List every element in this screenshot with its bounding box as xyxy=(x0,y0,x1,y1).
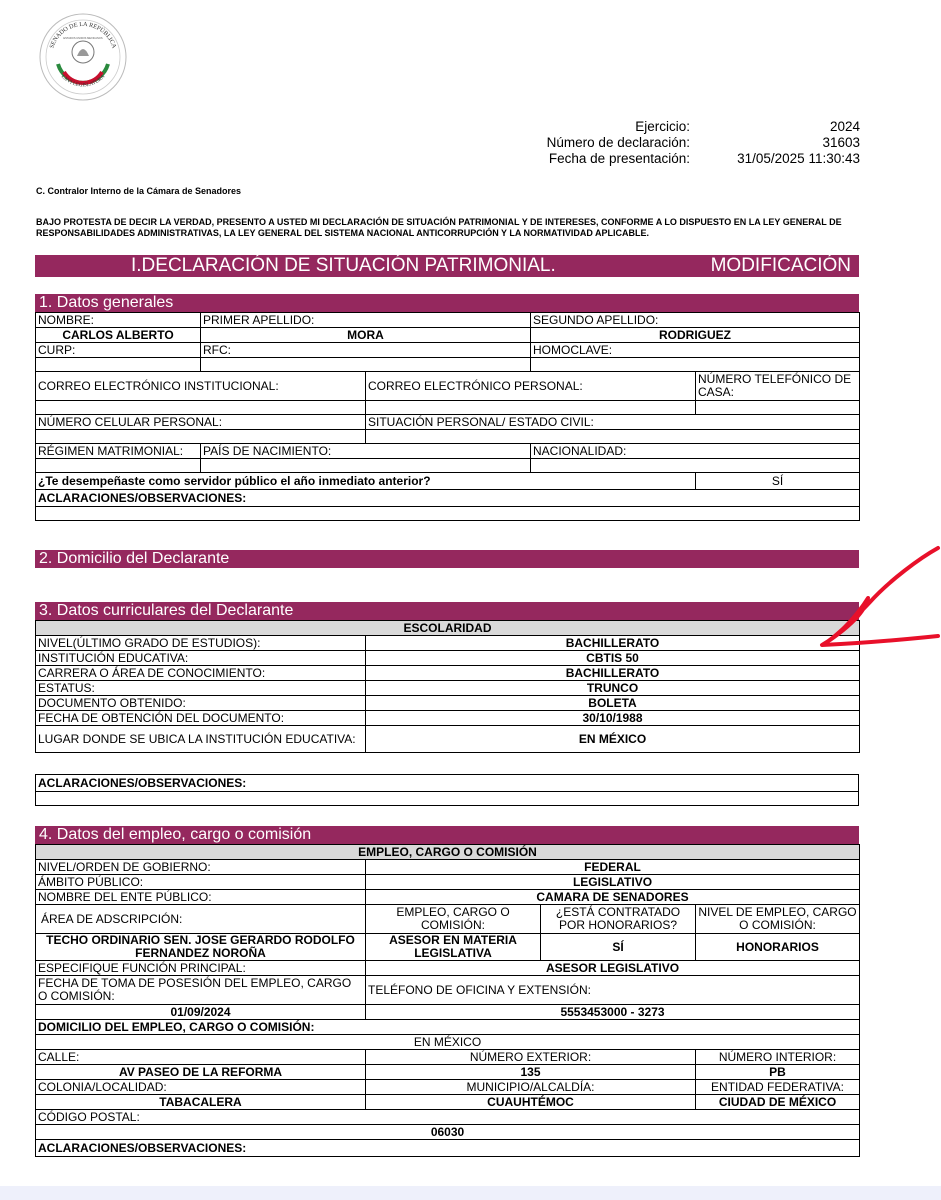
segundo-apellido-label: SEGUNDO APELLIDO: xyxy=(531,313,860,328)
numero-exterior-label: NÚMERO EXTERIOR: xyxy=(366,1050,696,1065)
red-checkmark-annotation xyxy=(810,540,941,660)
ejercicio-label: Ejercicio: xyxy=(635,119,690,134)
empleo-cargo-value: ASESOR EN MATERIA LEGISLATIVA xyxy=(366,934,541,961)
ambito-label: ÁMBITO PÚBLICO: xyxy=(36,875,366,890)
institucion-label: INSTITUCIÓN EDUCATIVA: xyxy=(36,651,366,666)
fecha-toma-label: FECHA DE TOMA DE POSESIÓN DEL EMPLEO, CARGO O COMISIÓN: xyxy=(36,976,366,1005)
lugar-institucion-label: LUGAR DONDE SE UBICA LA INSTITUCIÓN EDUCATIVA: xyxy=(36,726,366,753)
segundo-apellido-value: RODRIGUEZ xyxy=(531,328,860,343)
nivel-gobierno-label: NIVEL/ORDEN DE GOBIERNO: xyxy=(36,860,366,875)
celular-label: NÚMERO CELULAR PERSONAL: xyxy=(36,415,366,430)
seal-top-text: SENADO DE LA REPÚBLICA xyxy=(48,20,118,50)
section-3-table xyxy=(35,620,860,753)
viewer-bottom-strip xyxy=(0,1186,941,1200)
numero-interior-label: NÚMERO INTERIOR: xyxy=(696,1050,860,1065)
aclaraciones-3-label: ACLARACIONES/OBSERVACIONES: xyxy=(36,775,859,792)
colonia-label: COLONIA/LOCALIDAD: xyxy=(36,1080,366,1095)
numero-declaracion-value: 31603 xyxy=(822,135,860,150)
estatus-value: TRUNCO xyxy=(366,681,860,696)
numero-exterior-value: 135 xyxy=(366,1065,696,1080)
homoclave-label: HOMOCLAVE: xyxy=(531,343,860,358)
telefono-casa-label: NÚMERO TELEFÓNICO DE CASA: xyxy=(696,372,860,401)
addressee: C. Contralor Interno de la Cámara de Senadores xyxy=(36,186,242,196)
ejercicio-value: 2024 xyxy=(829,119,860,134)
nombre-label: NOMBRE: xyxy=(36,313,201,328)
funcion-principal-label: ESPECIFIQUE FUNCIÓN PRINCIPAL: xyxy=(36,961,366,976)
documento-label: DOCUMENTO OBTENIDO: xyxy=(36,696,366,711)
domicilio-ubicacion: EN MÉXICO xyxy=(36,1035,860,1050)
aclaraciones-1-label: ACLARACIONES/OBSERVACIONES: xyxy=(36,490,860,507)
institucion-value: CBTIS 50 xyxy=(366,651,860,666)
section-1-table xyxy=(35,312,860,521)
carrera-label: CARRERA O ÁREA DE CONOCIMIENTO: xyxy=(36,666,366,681)
nivel-gobierno-value: FEDERAL xyxy=(366,860,860,875)
numero-interior-value: PB xyxy=(696,1065,860,1080)
situacion-personal-label: SITUACIÓN PERSONAL/ ESTADO CIVIL: xyxy=(366,415,860,430)
ambito-value: LEGISLATIVO xyxy=(366,875,860,890)
codigo-postal-value: 06030 xyxy=(36,1125,860,1140)
primer-apellido-label: PRIMER APELLIDO: xyxy=(201,313,531,328)
escolaridad-header: ESCOLARIDAD xyxy=(36,621,860,636)
servidor-publico-answer: SÍ xyxy=(696,473,860,490)
nivel-estudios-value: BACHILLERATO xyxy=(366,636,860,651)
calle-label: CALLE: xyxy=(36,1050,366,1065)
documento-value: BOLETA xyxy=(366,696,860,711)
numero-declaracion-label: Número de declaración: xyxy=(546,135,690,150)
domicilio-empleo-label: DOMICILIO DEL EMPLEO, CARGO O COMISIÓN: xyxy=(36,1020,860,1035)
area-adscripcion-label: ÁREA DE ADSCRIPCIÓN: xyxy=(36,905,366,934)
colonia-value: TABACALERA xyxy=(36,1095,366,1110)
aclaraciones-3-table xyxy=(35,774,859,806)
telefono-oficina-label: TELÉFONO DE OFICINA Y EXTENSIÓN: xyxy=(366,976,860,1005)
curp-label: CURP: xyxy=(36,343,201,358)
nivel-empleo-value: HONORARIOS xyxy=(696,934,860,961)
section-4-heading: 4. Datos del empleo, cargo o comisión xyxy=(35,826,859,844)
honorarios-label: ¿ESTÁ CONTRATADO POR HONORARIOS? xyxy=(541,905,696,934)
ente-publico-value: CAMARA DE SENADORES xyxy=(366,890,860,905)
pais-nacimiento-label: PAÍS DE NACIMIENTO: xyxy=(201,444,531,459)
declaration-type: MODIFICACIÓN xyxy=(710,255,851,276)
telefono-oficina-value: 5553453000 - 3273 xyxy=(366,1005,860,1020)
entidad-value: CIUDAD DE MÉXICO xyxy=(696,1095,860,1110)
fecha-obtencion-label: FECHA DE OBTENCIÓN DEL DOCUMENTO: xyxy=(36,711,366,726)
codigo-postal-label: CÓDIGO POSTAL: xyxy=(36,1110,860,1125)
correo-personal-label: CORREO ELECTRÓNICO PERSONAL: xyxy=(366,372,696,401)
entidad-label: ENTIDAD FEDERATIVA: xyxy=(696,1080,860,1095)
honorarios-value: SÍ xyxy=(541,934,696,961)
area-adscripcion-value: TECHO ORDINARIO SEN. JOSE GERARDO RODOLFO FERNANDEZ NOROÑA xyxy=(36,934,366,961)
section-3-heading: 3. Datos curriculares del Declarante xyxy=(35,602,859,620)
estatus-label: ESTATUS: xyxy=(36,681,366,696)
fecha-presentacion-label: Fecha de presentación: xyxy=(548,151,690,166)
municipio-label: MUNICIPIO/ALCALDÍA: xyxy=(366,1080,696,1095)
nacionalidad-label: NACIONALIDAD: xyxy=(531,444,860,459)
nivel-empleo-label: NIVEL DE EMPLEO, CARGO O COMISIÓN: xyxy=(696,905,860,934)
seal-inner-text: ESTADOS UNIDOS MEXICANOS xyxy=(63,37,103,40)
declaration-meta xyxy=(520,119,860,167)
empleo-header: EMPLEO, CARGO O COMISIÓN xyxy=(36,845,860,860)
regimen-matrimonial-label: RÉGIMEN MATRIMONIAL: xyxy=(36,444,201,459)
fecha-obtencion-value: 30/10/1988 xyxy=(366,711,860,726)
fecha-presentacion-value: 31/05/2025 11:30:43 xyxy=(737,151,860,166)
aclaraciones-4-label: ACLARACIONES/OBSERVACIONES: xyxy=(36,1140,860,1157)
calle-value: AV PASEO DE LA REFORMA xyxy=(36,1065,366,1080)
nivel-estudios-label: NIVEL(ÚLTIMO GRADO DE ESTUDIOS): xyxy=(36,636,366,651)
declaration-title: I.DECLARACIÓN DE SITUACIÓN PATRIMONIAL. xyxy=(131,255,556,276)
section-1-heading: 1. Datos generales xyxy=(35,294,859,312)
lugar-institucion-value: EN MÉXICO xyxy=(366,726,860,753)
section-4-table xyxy=(35,844,860,1157)
correo-institucional-label: CORREO ELECTRÓNICO INSTITUCIONAL: xyxy=(36,372,366,401)
declaration-title-bar xyxy=(35,255,859,277)
ente-publico-label: NOMBRE DEL ENTE PÚBLICO: xyxy=(36,890,366,905)
rfc-label: RFC: xyxy=(201,343,531,358)
empleo-cargo-label: EMPLEO, CARGO O COMISIÓN: xyxy=(366,905,541,934)
protest-statement: BAJO PROTESTA DE DECIR LA VERDAD, PRESENTO A USTED MI DECLARACIÓN DE SITUACIÓN PATRIMONIAL Y DE INTERESES, CONFORME A LO DISPUESTO EN LA LEY GENERAL DE RESPONSABILIDADES ADMINISTRATIVAS, LA LEY GENERAL DEL SISTEMA NACIONAL ANTICORRUPCIÓN Y LA NORMATIVIDAD APLICABLE. xyxy=(36,217,842,238)
nombre-value: CARLOS ALBERTO xyxy=(36,328,201,343)
seal-bottom-text: LXVI LEGISLATURA xyxy=(59,73,107,89)
section-2-heading: 2. Domicilio del Declarante xyxy=(35,550,859,568)
municipio-value: CUAUHTÉMOC xyxy=(366,1095,696,1110)
primer-apellido-value: MORA xyxy=(201,328,531,343)
funcion-principal-value: ASESOR LEGISLATIVO xyxy=(366,961,860,976)
senate-seal-logo xyxy=(38,12,128,102)
fecha-toma-value: 01/09/2024 xyxy=(36,1005,366,1020)
servidor-publico-question: ¿Te desempeñaste como servidor público el año inmediato anterior? xyxy=(36,473,696,490)
carrera-value: BACHILLERATO xyxy=(366,666,860,681)
